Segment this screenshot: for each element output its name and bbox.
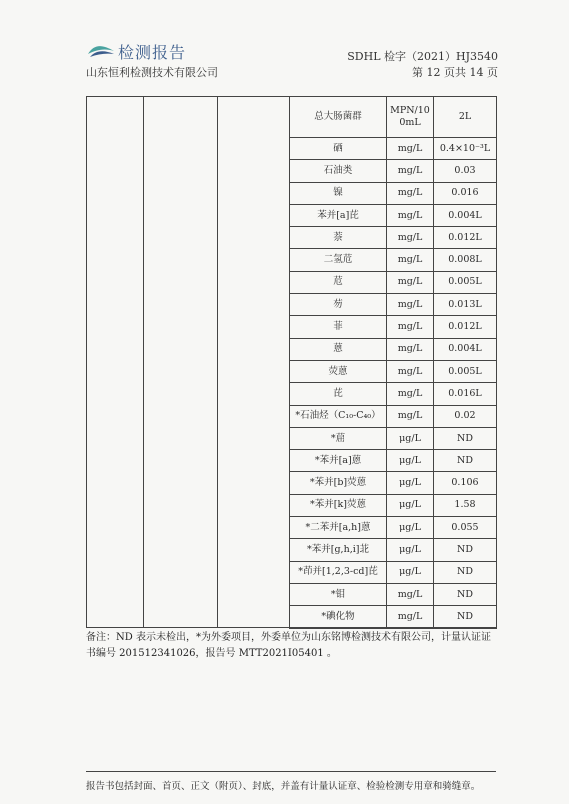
limit-cell: ND	[434, 539, 497, 561]
table-row	[290, 227, 497, 249]
column-divider	[217, 96, 218, 627]
limit-cell: ND	[434, 606, 497, 628]
table-row	[290, 316, 497, 338]
item-cell: 总大肠菌群	[290, 97, 387, 138]
item-cell: 菲	[290, 316, 387, 338]
report-logo	[86, 40, 186, 63]
limit-cell: ND	[434, 427, 497, 449]
table-row	[290, 494, 497, 516]
limit-cell: 2L	[434, 97, 497, 138]
item-cell: 苊	[290, 271, 387, 293]
company-name: 山东恒利检测技术有限公司	[86, 66, 218, 79]
table-row	[290, 472, 497, 494]
table-row	[290, 450, 497, 472]
limit-cell: 0.005L	[434, 360, 497, 382]
table-row	[290, 561, 497, 583]
limit-cell: 0.012L	[434, 227, 497, 249]
limit-cell: 1.58	[434, 494, 497, 516]
table-row	[290, 249, 497, 271]
logo-title: 检测报告	[118, 43, 187, 62]
test-items-table	[289, 96, 497, 629]
item-cell: 荧蒽	[290, 360, 387, 382]
table-row	[290, 383, 497, 405]
table-bottom-line	[86, 627, 496, 628]
limit-cell: 0.02	[434, 405, 497, 427]
limit-cell: 0.106	[434, 472, 497, 494]
item-cell: *钼	[290, 583, 387, 605]
limit-cell: 0.012L	[434, 316, 497, 338]
page-number: 第 12 页共 14 页	[412, 66, 498, 79]
limit-cell: 0.055	[434, 517, 497, 539]
unit-cell: mg/L	[387, 316, 434, 338]
item-cell: *苯并[g,h,i]苝	[290, 539, 387, 561]
table-row	[290, 138, 497, 160]
table-row	[290, 182, 497, 204]
unit-cell: mg/L	[387, 160, 434, 182]
unit-cell: mg/L	[387, 271, 434, 293]
limit-cell: 0.016L	[434, 383, 497, 405]
unit-cell: μg/L	[387, 427, 434, 449]
item-cell: 硒	[290, 138, 387, 160]
limit-cell: ND	[434, 450, 497, 472]
table-row	[290, 294, 497, 316]
unit-cell: mg/L	[387, 182, 434, 204]
limit-cell: 0.008L	[434, 249, 497, 271]
unit-cell: μg/L	[387, 539, 434, 561]
limit-cell: ND	[434, 561, 497, 583]
item-cell: *茚并[1,2,3-cd]芘	[290, 561, 387, 583]
table-row	[290, 160, 497, 182]
unit-cell: mg/L	[387, 204, 434, 226]
limit-cell: 0.4×10⁻³L	[434, 138, 497, 160]
item-cell: *苯并[k]荧蒽	[290, 494, 387, 516]
table-row	[290, 338, 497, 360]
logo-wave-icon	[86, 42, 116, 62]
remarks-note: 备注：ND 表示未检出，*为外委项目，外委单位为山东铭博检测技术有限公司，计量认证证书编号 201512341026，报告号 MTT2021I05401 。	[86, 632, 491, 659]
limit-cell: 0.03	[434, 160, 497, 182]
table-row	[290, 606, 497, 628]
limit-cell: 0.013L	[434, 294, 497, 316]
item-cell: 镍	[290, 182, 387, 204]
unit-cell: μg/L	[387, 450, 434, 472]
unit-cell: mg/L	[387, 383, 434, 405]
table-row	[290, 517, 497, 539]
table-row	[290, 583, 497, 605]
item-cell: *苯并[b]荧蒽	[290, 472, 387, 494]
item-cell: *䓛	[290, 427, 387, 449]
limit-cell: 0.004L	[434, 338, 497, 360]
unit-cell: MPN/100mL	[387, 97, 434, 138]
item-cell: 芴	[290, 294, 387, 316]
unit-cell: mg/L	[387, 294, 434, 316]
item-cell: *苯并[a]蒽	[290, 450, 387, 472]
item-cell: 二氢苊	[290, 249, 387, 271]
table-row	[290, 427, 497, 449]
item-cell: 苯并[a]芘	[290, 204, 387, 226]
unit-cell: μg/L	[387, 472, 434, 494]
footer-statement: 报告书包括封面、首页、正文（附页）、封底，并盖有计量认证章、检验检测专用章和骑缝章。	[86, 781, 481, 792]
item-cell: *石油烃（C₁₀-C₄₀）	[290, 405, 387, 427]
limit-cell: ND	[434, 583, 497, 605]
unit-cell: mg/L	[387, 338, 434, 360]
table-row	[290, 97, 497, 138]
unit-cell: mg/L	[387, 138, 434, 160]
limit-cell: 0.004L	[434, 204, 497, 226]
table-left-border	[86, 96, 87, 627]
unit-cell: μg/L	[387, 517, 434, 539]
limit-cell: 0.016	[434, 182, 497, 204]
table-row	[290, 539, 497, 561]
table-row	[290, 360, 497, 382]
unit-cell: mg/L	[387, 583, 434, 605]
unit-cell: μg/L	[387, 494, 434, 516]
item-cell: *二苯并[a,h]蒽	[290, 517, 387, 539]
column-divider	[143, 96, 144, 627]
document-number: SDHL 检字（2021）HJ3540	[347, 50, 498, 63]
unit-cell: mg/L	[387, 360, 434, 382]
unit-cell: μg/L	[387, 561, 434, 583]
unit-cell: mg/L	[387, 405, 434, 427]
unit-cell: mg/L	[387, 249, 434, 271]
item-cell: 蒽	[290, 338, 387, 360]
item-cell: *碘化物	[290, 606, 387, 628]
item-cell: 芘	[290, 383, 387, 405]
limit-cell: 0.005L	[434, 271, 497, 293]
table-row	[290, 271, 497, 293]
table-row	[290, 204, 497, 226]
unit-cell: mg/L	[387, 227, 434, 249]
footer-rule	[86, 771, 496, 772]
unit-cell: mg/L	[387, 606, 434, 628]
table-row	[290, 405, 497, 427]
item-cell: 萘	[290, 227, 387, 249]
item-cell: 石油类	[290, 160, 387, 182]
